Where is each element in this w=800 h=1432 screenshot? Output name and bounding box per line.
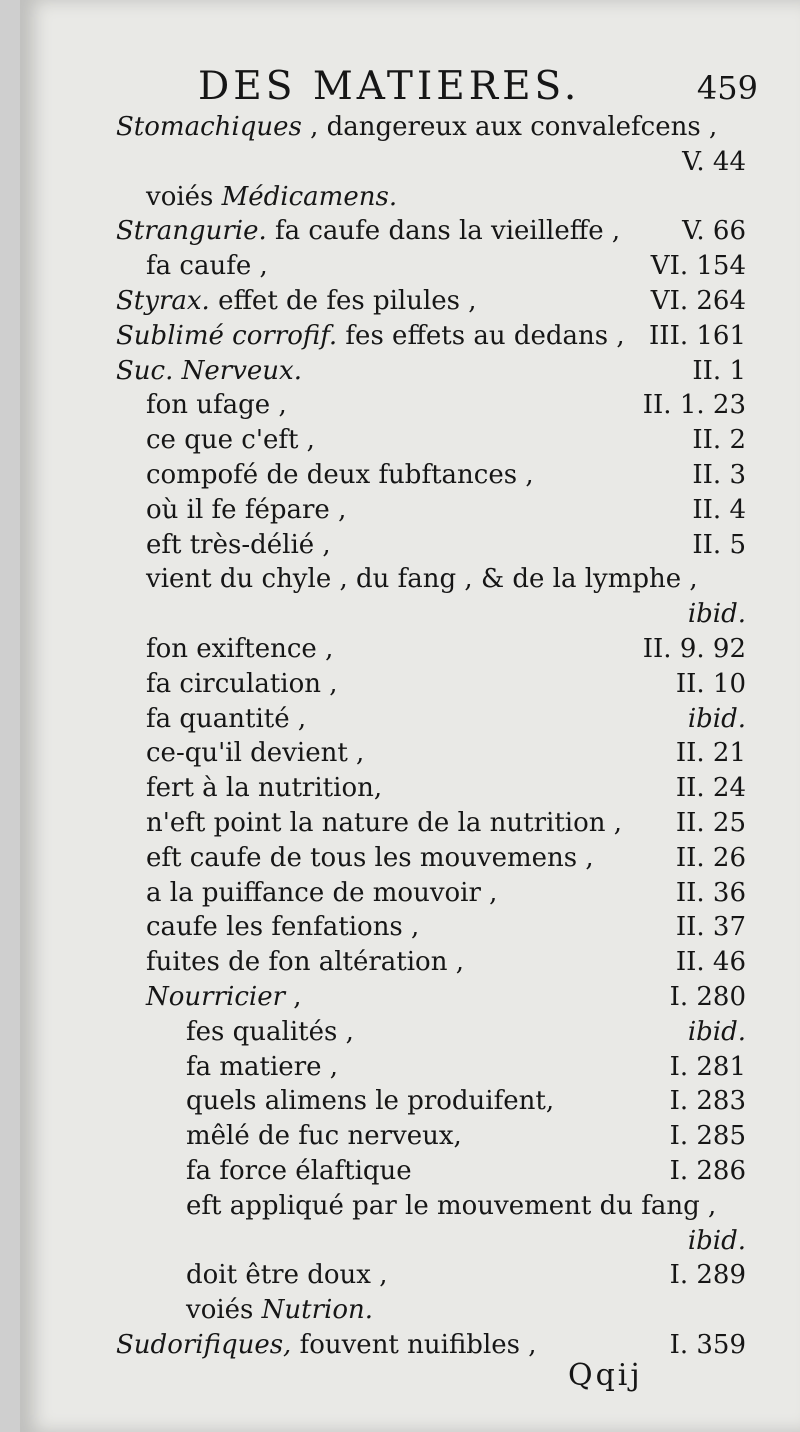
- index-entry: [116, 458, 746, 493]
- entry-text: ce que c'eft ,: [146, 425, 315, 456]
- index-entry: [116, 876, 746, 911]
- page-reference: II. 26: [675, 842, 746, 873]
- page-reference: I. 289: [669, 1260, 746, 1291]
- page-reference: V. 66: [682, 216, 746, 247]
- page-reference: II. 5: [692, 529, 746, 560]
- entry-text: Stomachiques , dangereux aux convalefcens ,: [116, 112, 718, 142]
- entry-text: eft appliqué par le mouvement du fang ,: [186, 1190, 717, 1221]
- index-entry: [116, 562, 746, 597]
- entry-text: mêlé de fuc nerveux,: [186, 1121, 462, 1152]
- entry-text: où il fe fépare ,: [146, 494, 347, 525]
- index-entry: [116, 284, 746, 319]
- page-reference: II. 25: [675, 807, 746, 838]
- entry-text: voiés Nutrion.: [186, 1295, 374, 1326]
- page-reference: ibid.: [687, 599, 746, 630]
- entry-text: fuites de fon altération ,: [146, 947, 464, 978]
- page-reference: II. 36: [675, 877, 746, 908]
- page-reference: I. 286: [669, 1155, 746, 1186]
- entry-text: fert à la nutrition,: [146, 773, 383, 804]
- index-entry: [116, 1119, 746, 1154]
- book-page: [20, 0, 800, 1432]
- page-reference: II. 3: [692, 459, 746, 490]
- index-entry: [116, 736, 746, 771]
- entry-text: fa caufe ,: [146, 251, 268, 282]
- index-entry: [116, 980, 746, 1015]
- page-reference: II. 9. 92: [642, 633, 746, 664]
- page-reference: II. 1: [692, 355, 746, 386]
- entry-text: fon ufage ,: [146, 390, 287, 421]
- signature-mark: Qqij: [568, 1358, 643, 1393]
- index-entry: [116, 667, 746, 702]
- page-number: 459: [696, 69, 758, 107]
- entry-headword: Sublimé corrofif.: [116, 320, 338, 351]
- page-reference: VI. 264: [650, 285, 746, 316]
- index-entry: [116, 597, 746, 632]
- index-entry: [116, 632, 746, 667]
- index-entry: [116, 249, 746, 284]
- page-reference: III. 161: [649, 320, 746, 351]
- page-reference: I. 285: [669, 1121, 746, 1152]
- entry-text: quels alimens le produifent,: [186, 1086, 555, 1117]
- index-entry: [116, 110, 746, 145]
- entry-text: [116, 354, 302, 389]
- entry-text: fes qualités ,: [186, 1016, 354, 1047]
- page-reference: II. 2: [692, 425, 746, 456]
- index-entry: [116, 806, 746, 841]
- entry-text: Strangurie. fa caufe dans la vieilleffe ,: [116, 216, 621, 247]
- index-entry: [116, 910, 746, 945]
- entry-text: Nourricier ,: [146, 981, 302, 1012]
- index-entry: [116, 493, 746, 528]
- page-reference: ibid.: [687, 703, 746, 734]
- index-entry: [116, 1189, 746, 1224]
- page-reference: II. 1. 23: [642, 390, 746, 421]
- entry-headword: Suc. Nerveux.: [116, 355, 302, 386]
- page-reference: II. 46: [675, 947, 746, 978]
- page-reference: II. 10: [675, 668, 746, 699]
- entry-text: doit être doux ,: [186, 1260, 388, 1291]
- entry-text: caufe les fenfations ,: [146, 912, 420, 943]
- page-reference: II. 24: [675, 773, 746, 804]
- page-reference: I. 359: [669, 1329, 746, 1360]
- entry-headword: Sudorifiques,: [116, 1329, 292, 1360]
- index-entry: [116, 1154, 746, 1189]
- page-reference: V. 44: [682, 146, 746, 177]
- page-reference: I. 281: [669, 1051, 746, 1082]
- entry-text: vient du chyle , du fang , & de la lymphe ,: [146, 564, 698, 595]
- index-entry: [116, 214, 746, 249]
- running-title: DES MATIERES.: [198, 64, 581, 109]
- entry-text: a la puiffance de mouvoir ,: [146, 877, 498, 908]
- entry-text: Styrax. effet de fes pilules ,: [116, 285, 477, 316]
- index-entry: [116, 1328, 746, 1363]
- entry-text: fa quantité ,: [146, 703, 307, 734]
- entry-text: fa force élaftique: [186, 1155, 412, 1186]
- page-reference: ibid.: [687, 1016, 746, 1047]
- entry-headword: Nourricier: [146, 981, 286, 1012]
- index-entry: [116, 1258, 746, 1293]
- index-entry: [116, 702, 746, 737]
- entry-headword: Strangurie.: [116, 216, 267, 247]
- entry-headword: Stomachiques: [116, 112, 302, 142]
- index-entry: [116, 528, 746, 563]
- index-entry: [116, 1084, 746, 1119]
- entry-text: fa circulation ,: [146, 668, 338, 699]
- index-entry: [116, 1050, 746, 1085]
- page-reference: ibid.: [687, 1225, 746, 1256]
- page-reference: I. 283: [669, 1086, 746, 1117]
- entry-text: Sublimé corrofif. fes effets au dedans ,: [116, 320, 625, 351]
- page-reference: II. 37: [675, 912, 746, 943]
- index-entry: [116, 945, 746, 980]
- index-entry: [116, 145, 746, 180]
- cross-reference: Nutrion.: [261, 1295, 374, 1326]
- entry-text: eft caufe de tous les mouvemens ,: [146, 842, 594, 873]
- cross-reference: Médicamens.: [221, 181, 398, 212]
- entry-text: fon exiftence ,: [146, 633, 334, 664]
- page-header: [198, 62, 758, 112]
- entry-text: n'eft point la nature de la nutrition ,: [146, 807, 623, 838]
- entry-text: eft très-délié ,: [146, 529, 331, 560]
- index-entry: [116, 180, 746, 215]
- entry-text: compofé de deux fubftances ,: [146, 459, 534, 490]
- index-entry: [116, 388, 746, 423]
- page-reference: II. 4: [692, 494, 746, 525]
- index-entry: [116, 354, 746, 389]
- index-entry: [116, 841, 746, 876]
- index-entry: [116, 1015, 746, 1050]
- entry-text: fa matiere ,: [186, 1051, 339, 1082]
- entry-text: voiés Médicamens.: [146, 181, 398, 212]
- page-reference: I. 280: [669, 981, 746, 1012]
- index-entry: [116, 1224, 746, 1259]
- entry-text: Sudorifiques, fouvent nuifibles ,: [116, 1329, 537, 1360]
- entry-text: ce-qu'il devient ,: [146, 738, 365, 769]
- index-entries: [116, 110, 746, 1363]
- index-entry: [116, 1293, 746, 1328]
- index-entry: [116, 423, 746, 458]
- page-reference: VI. 154: [650, 251, 746, 282]
- page-reference: II. 21: [675, 738, 746, 769]
- index-entry: [116, 319, 746, 354]
- index-entry: [116, 771, 746, 806]
- entry-headword: Styrax.: [116, 285, 210, 316]
